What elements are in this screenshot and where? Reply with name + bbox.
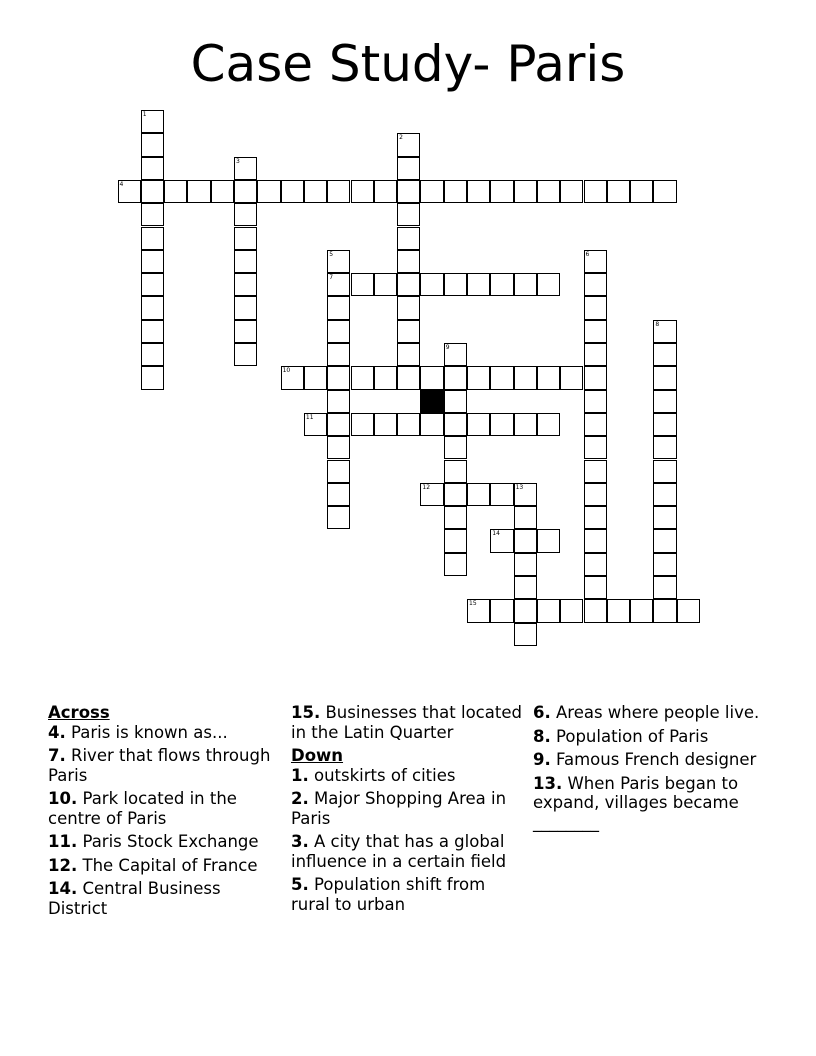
grid-cell[interactable]	[514, 599, 537, 622]
clue-number: 12.	[48, 855, 78, 875]
grid-cell[interactable]	[584, 529, 607, 552]
down-clue	[533, 750, 765, 770]
grid-cell[interactable]	[653, 343, 676, 366]
grid-cell[interactable]	[281, 180, 304, 203]
grid-cell[interactable]	[141, 227, 164, 250]
clue-text: Businesses that located in the Latin Quarter	[291, 703, 522, 742]
grid-cell[interactable]	[653, 599, 676, 622]
grid-cell[interactable]	[444, 180, 467, 203]
grid-cell[interactable]	[514, 366, 537, 389]
cell-number: 9	[445, 344, 450, 351]
clue-column-2	[291, 703, 523, 918]
clue-text: outskirts of cities	[314, 765, 456, 785]
grid-cell[interactable]	[467, 180, 490, 203]
grid-cell[interactable]	[653, 390, 676, 413]
grid-cell[interactable]	[444, 436, 467, 459]
cell-number: 10	[282, 367, 291, 375]
down-clue	[533, 703, 765, 723]
grid-cell[interactable]	[514, 483, 537, 506]
grid-cell[interactable]	[584, 296, 607, 319]
clue-text: The Capital of France	[82, 855, 258, 875]
clue-text: Population shift from rural to urban	[291, 875, 486, 914]
grid-cell[interactable]	[327, 436, 350, 459]
clue-column-3	[533, 703, 765, 836]
grid-cell[interactable]	[327, 320, 350, 343]
grid-cell[interactable]	[281, 366, 304, 389]
grid-cell[interactable]	[374, 180, 397, 203]
grid-cell[interactable]	[444, 413, 467, 436]
clue-number: 7.	[48, 746, 66, 765]
down-clue	[291, 789, 523, 828]
cell-number: 6	[585, 250, 590, 258]
grid-cell[interactable]	[374, 366, 397, 389]
across-clue	[48, 856, 280, 876]
grid-cell[interactable]	[584, 180, 607, 203]
cell-number: 8	[655, 320, 660, 328]
clue-text: River that flows through Paris	[48, 746, 271, 785]
grid-cell[interactable]	[584, 273, 607, 296]
grid-cell[interactable]	[327, 296, 350, 319]
grid-cell[interactable]	[490, 413, 513, 436]
grid-cell[interactable]	[327, 390, 350, 413]
grid-cell[interactable]	[467, 599, 490, 622]
clue-text: Paris is known as...	[71, 722, 228, 742]
page-title: Case Study- Paris	[190, 35, 626, 93]
grid-cell[interactable]	[397, 250, 420, 273]
grid-cell[interactable]	[490, 366, 513, 389]
grid-cell[interactable]	[420, 180, 443, 203]
clue-text: Population of Paris	[556, 726, 709, 746]
grid-cell[interactable]	[234, 250, 257, 273]
clue-number: 13.	[533, 773, 563, 793]
grid-cell[interactable]	[467, 366, 490, 389]
grid-cell[interactable]	[141, 180, 164, 203]
cell-number: 2	[399, 134, 403, 142]
grid-cell[interactable]	[490, 483, 513, 506]
grid-cell[interactable]	[327, 180, 350, 203]
grid-cell[interactable]	[397, 296, 420, 319]
grid-cell[interactable]	[397, 203, 420, 226]
grid-cell[interactable]	[514, 553, 537, 576]
grid-cell[interactable]	[467, 413, 490, 436]
grid-cell[interactable]	[374, 273, 397, 296]
grid-cell[interactable]	[374, 413, 397, 436]
across-clue	[48, 789, 280, 828]
grid-cell[interactable]	[653, 553, 676, 576]
grid-cell[interactable]	[537, 413, 560, 436]
grid-cell[interactable]	[584, 506, 607, 529]
cell-number: 15	[469, 600, 477, 608]
grid-cell[interactable]	[467, 483, 490, 506]
grid-cell[interactable]	[444, 366, 467, 389]
clue-number: 1.	[291, 765, 309, 785]
grid-cell[interactable]	[234, 320, 257, 343]
across-clue	[48, 832, 280, 852]
down-clue	[291, 766, 523, 786]
grid-cell[interactable]	[164, 180, 187, 203]
grid-cell[interactable]	[584, 576, 607, 599]
grid-cell[interactable]	[397, 180, 420, 203]
clue-number: 3.	[291, 832, 309, 851]
grid-cell[interactable]	[653, 366, 676, 389]
grid-cell[interactable]	[653, 460, 676, 483]
clue-text: Famous French designer	[556, 750, 757, 769]
cell-number: 11	[305, 413, 314, 421]
grid-cell[interactable]	[584, 320, 607, 343]
grid-cell[interactable]	[234, 227, 257, 250]
cell-number: 4	[119, 180, 124, 188]
grid-cell[interactable]	[397, 227, 420, 250]
grid-cell[interactable]	[234, 296, 257, 319]
grid-cell[interactable]	[537, 529, 560, 552]
grid-cell[interactable]	[141, 250, 164, 273]
across-heading: Across	[48, 703, 110, 722]
across-clue	[48, 723, 280, 743]
grid-cell[interactable]	[420, 413, 443, 436]
grid-cell[interactable]	[653, 413, 676, 436]
grid-cell[interactable]	[397, 343, 420, 366]
clue-number: 15.	[291, 703, 321, 722]
grid-cell[interactable]	[653, 180, 676, 203]
grid-cell[interactable]	[584, 460, 607, 483]
clue-text: Paris Stock Exchange	[82, 832, 259, 851]
grid-cell[interactable]	[514, 623, 537, 646]
grid-cell[interactable]	[351, 273, 374, 296]
grid-block	[420, 390, 443, 413]
grid-cell[interactable]	[141, 366, 164, 389]
grid-cell[interactable]	[607, 180, 630, 203]
grid-cell[interactable]	[257, 180, 280, 203]
grid-cell[interactable]	[141, 110, 164, 133]
grid-cell[interactable]	[118, 180, 141, 203]
down-clue	[533, 774, 765, 833]
grid-cell[interactable]	[607, 599, 630, 622]
grid-cell[interactable]	[420, 483, 443, 506]
cell-number: 3	[236, 157, 240, 165]
clue-text: When Paris began to expand, villages became ________	[533, 773, 739, 832]
grid-cell[interactable]	[420, 273, 443, 296]
grid-cell[interactable]	[584, 599, 607, 622]
grid-cell[interactable]	[444, 390, 467, 413]
grid-cell[interactable]	[514, 273, 537, 296]
grid-cell[interactable]	[327, 343, 350, 366]
grid-cell[interactable]	[141, 273, 164, 296]
grid-cell[interactable]	[351, 366, 374, 389]
grid-cell[interactable]	[327, 413, 350, 436]
grid-cell[interactable]	[514, 506, 537, 529]
grid-cell[interactable]	[304, 180, 327, 203]
grid-cell[interactable]	[420, 366, 443, 389]
grid-cell[interactable]	[444, 529, 467, 552]
clue-number: 14.	[48, 879, 78, 898]
clue-number: 6.	[533, 703, 551, 722]
grid-cell[interactable]	[653, 529, 676, 552]
grid-cell[interactable]	[397, 320, 420, 343]
grid-cell[interactable]	[327, 483, 350, 506]
clue-number: 5.	[291, 875, 309, 894]
cell-number: 7	[329, 274, 334, 282]
grid-cell[interactable]	[560, 599, 583, 622]
grid-cell[interactable]	[397, 133, 420, 156]
clue-number: 10.	[48, 789, 78, 808]
grid-cell[interactable]	[141, 157, 164, 180]
grid-cell[interactable]	[234, 157, 257, 180]
grid-cell[interactable]	[141, 133, 164, 156]
grid-cell[interactable]	[677, 599, 700, 622]
across-clue	[48, 879, 280, 918]
grid-cell[interactable]	[584, 366, 607, 389]
down-clue	[533, 727, 765, 747]
grid-cell[interactable]	[514, 576, 537, 599]
grid-cell[interactable]	[397, 366, 420, 389]
grid-cell[interactable]	[141, 343, 164, 366]
across-clue	[291, 703, 523, 742]
grid-cell[interactable]	[584, 250, 607, 273]
grid-cell[interactable]	[397, 413, 420, 436]
cell-number: 1	[142, 111, 147, 118]
clue-text: Major Shopping Area in Paris	[291, 789, 507, 828]
cell-number: 12	[422, 483, 431, 491]
grid-cell[interactable]	[514, 180, 537, 203]
grid-cell[interactable]	[653, 320, 676, 343]
cell-number: 5	[329, 250, 334, 258]
down-heading: Down	[291, 746, 344, 765]
grid-cell[interactable]	[653, 436, 676, 459]
grid-cell[interactable]	[327, 273, 350, 296]
grid-cell[interactable]	[444, 506, 467, 529]
grid-cell[interactable]	[560, 366, 583, 389]
clue-number: 8.	[533, 726, 551, 746]
grid-cell[interactable]	[304, 366, 327, 389]
grid-cell[interactable]	[351, 180, 374, 203]
clue-text: A city that has a global influence in a certain field	[291, 832, 507, 871]
grid-cell[interactable]	[653, 576, 676, 599]
grid-cell[interactable]	[397, 157, 420, 180]
grid-cell[interactable]	[584, 553, 607, 576]
grid-cell[interactable]	[653, 483, 676, 506]
grid-cell[interactable]	[514, 529, 537, 552]
grid-cell[interactable]	[304, 413, 327, 436]
across-clue	[48, 746, 280, 785]
grid-cell[interactable]	[584, 483, 607, 506]
cell-number: 13	[515, 483, 524, 491]
grid-cell[interactable]	[444, 553, 467, 576]
grid-cell[interactable]	[141, 296, 164, 319]
grid-cell[interactable]	[327, 366, 350, 389]
clue-number: 4.	[48, 722, 66, 742]
grid-cell[interactable]	[490, 273, 513, 296]
grid-cell[interactable]	[537, 599, 560, 622]
grid-cell[interactable]	[584, 436, 607, 459]
clue-number: 11.	[48, 832, 78, 851]
grid-cell[interactable]	[327, 460, 350, 483]
grid-cell[interactable]	[234, 180, 257, 203]
grid-cell[interactable]	[560, 180, 583, 203]
down-clue	[291, 832, 523, 871]
grid-cell[interactable]	[584, 390, 607, 413]
clue-text: Park located in the centre of Paris	[48, 789, 237, 828]
grid-cell[interactable]	[467, 273, 490, 296]
grid-cell[interactable]	[444, 273, 467, 296]
grid-cell[interactable]	[187, 180, 210, 203]
down-clue	[291, 875, 523, 914]
grid-cell[interactable]	[397, 273, 420, 296]
grid-cell[interactable]	[490, 529, 513, 552]
grid-cell[interactable]	[630, 180, 653, 203]
clue-text: Areas where people live.	[556, 703, 760, 722]
grid-cell[interactable]	[327, 250, 350, 273]
grid-cell[interactable]	[351, 413, 374, 436]
grid-cell[interactable]	[537, 366, 560, 389]
grid-cell[interactable]	[444, 460, 467, 483]
grid-cell[interactable]	[490, 599, 513, 622]
grid-cell[interactable]	[141, 203, 164, 226]
grid-cell[interactable]	[444, 343, 467, 366]
grid-cell[interactable]	[584, 343, 607, 366]
grid-cell[interactable]	[630, 599, 653, 622]
grid-cell[interactable]	[444, 483, 467, 506]
grid-cell[interactable]	[537, 273, 560, 296]
grid-cell[interactable]	[327, 506, 350, 529]
grid-cell[interactable]	[653, 506, 676, 529]
cell-number: 14	[492, 530, 500, 538]
clue-text: Central Business District	[48, 879, 221, 918]
grid-cell[interactable]	[211, 180, 234, 203]
grid-cell[interactable]	[234, 273, 257, 296]
grid-cell[interactable]	[514, 413, 537, 436]
clue-number: 9.	[533, 750, 551, 769]
grid-cell[interactable]	[537, 180, 560, 203]
grid-cell[interactable]	[234, 343, 257, 366]
grid-cell[interactable]	[141, 320, 164, 343]
grid-cell[interactable]	[490, 180, 513, 203]
clue-column-1	[48, 703, 280, 922]
grid-cell[interactable]	[234, 203, 257, 226]
grid-cell[interactable]	[584, 413, 607, 436]
clue-number: 2.	[291, 789, 309, 808]
